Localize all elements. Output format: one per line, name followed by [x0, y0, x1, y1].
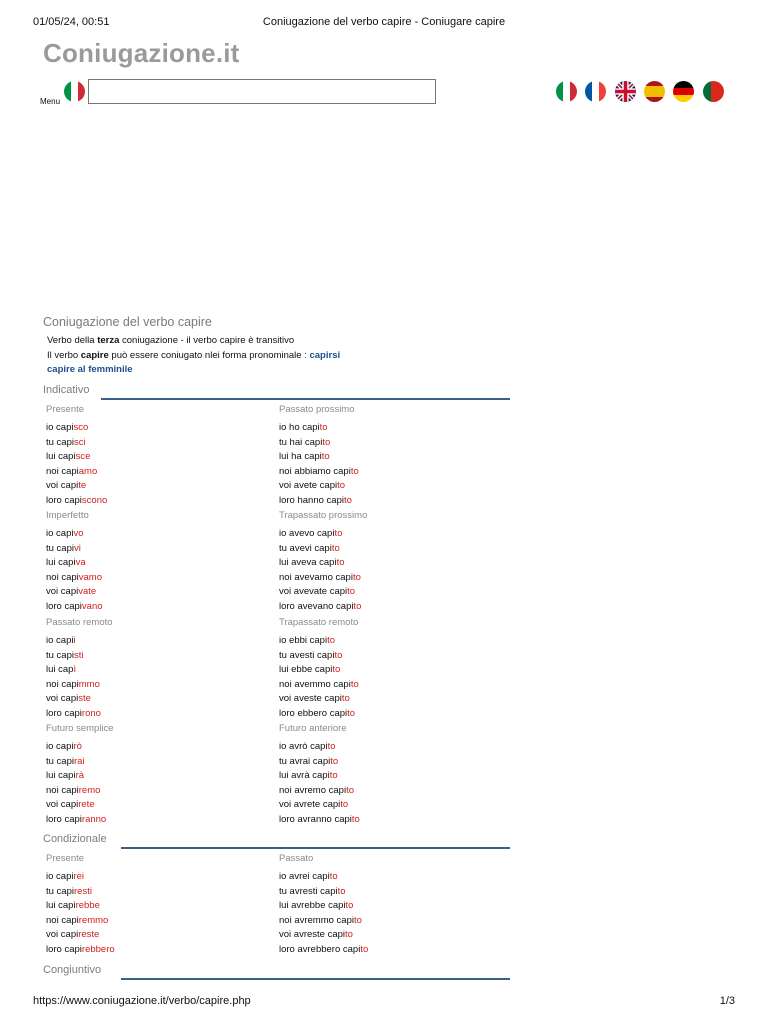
conjugation-ending: rà	[75, 770, 85, 781]
conjugation-row	[46, 692, 266, 707]
conjugation-stem: io capi	[46, 741, 74, 752]
conjugation-stem: tu capi	[46, 755, 74, 767]
conjugation-ending: to	[353, 600, 362, 612]
conjugation-stem: io capi	[46, 528, 74, 539]
conjugation-row	[279, 634, 499, 649]
conjugation-ending: vano	[81, 600, 103, 612]
conjugation-ending: to	[322, 436, 331, 448]
conjugation-ending: to	[334, 649, 343, 661]
tense-name: Imperfetto	[46, 510, 89, 521]
tense-block	[46, 723, 266, 827]
conjugation-ending: to	[350, 465, 359, 477]
conjugation-row	[279, 556, 499, 571]
print-date: 01/05/24, 00:51	[33, 16, 110, 28]
conjugation-ending: resti	[74, 885, 92, 897]
conjugation-ending: to	[346, 784, 354, 796]
intro-line-2: Il verbo capire può essere coniugato nlei forma pronominale : capirsi	[47, 349, 341, 361]
conjugation-stem: io capi	[46, 635, 74, 646]
conjugation-ending: rebbero	[81, 943, 115, 955]
conjugation-row	[279, 943, 499, 958]
conjugation-row	[279, 436, 499, 451]
conjugation-ending: ste	[78, 693, 91, 704]
conjugation-row	[46, 707, 266, 722]
conjugation-row	[279, 755, 499, 770]
conjugation-stem: io capi	[46, 871, 74, 882]
conjugation-stem: tu capi	[46, 436, 74, 448]
tense-block	[46, 404, 266, 508]
conjugation-row	[46, 527, 266, 542]
conjugation-row	[46, 928, 266, 943]
tense-name: Futuro anteriore	[279, 723, 347, 734]
conjugation-row	[279, 649, 499, 664]
italian-flag-icon[interactable]	[556, 81, 577, 102]
french-flag-icon[interactable]	[585, 81, 606, 102]
conjugation-stem: noi capi	[46, 914, 79, 926]
conjugation-row	[279, 663, 499, 678]
page-url: https://www.coniugazione.it/verbo/capire.php	[33, 995, 251, 1007]
conjugation-row	[46, 769, 266, 784]
mood-header-indicativo: Indicativo	[43, 384, 510, 402]
conjugation-row	[279, 769, 499, 784]
conjugation-row	[279, 885, 499, 900]
conjugation-row	[46, 740, 266, 755]
conjugation-stem: tu hai capi	[279, 436, 323, 448]
conjugation-stem: lui aveva capi	[279, 557, 337, 568]
conjugation-row	[279, 450, 499, 465]
conjugation-stem: noi avevamo capi	[279, 571, 353, 583]
tense-block	[46, 853, 266, 957]
conjugation-row	[279, 928, 499, 943]
conjugation-stem: tu avevi capi	[279, 542, 332, 554]
conjugation-row	[279, 914, 499, 929]
menu-button[interactable]: Menu	[40, 97, 61, 106]
conjugation-stem: loro capi	[46, 494, 82, 506]
conjugation-ending: to	[329, 770, 338, 781]
conjugation-stem: voi capi	[46, 693, 79, 704]
conjugation-ending: to	[321, 451, 330, 462]
conjugation-ending: to	[327, 741, 336, 752]
conjugation-row	[46, 899, 266, 914]
conjugation-ending: to	[337, 885, 346, 897]
conjugation-stem: noi avremo capi	[279, 784, 347, 796]
conjugation-ending: to	[352, 571, 361, 583]
conjugation-row	[46, 556, 266, 571]
conjugation-stem: loro ebbero capi	[279, 707, 348, 719]
conjugation-stem: lui capi	[46, 900, 76, 911]
conjugation-ending: to	[327, 635, 335, 646]
conjugation-ending: to	[341, 693, 350, 704]
tense-block	[279, 853, 499, 957]
tense-name: Futuro semplice	[46, 723, 114, 734]
conjugation-row	[279, 707, 499, 722]
conjugation-row	[279, 542, 499, 557]
conjugation-row	[279, 740, 499, 755]
tense-name: Passato	[279, 853, 314, 864]
conjugation-row	[46, 450, 266, 465]
conjugation-ending: remo	[78, 784, 101, 796]
conjugation-stem: noi capi	[46, 784, 79, 796]
site-logo[interactable]: Coniugazione.it	[43, 38, 240, 68]
conjugation-stem: io avevo capi	[279, 528, 335, 539]
mood-header-condizionale: Condizionale	[43, 833, 510, 851]
spanish-flag-icon[interactable]	[644, 81, 665, 102]
conjugation-ending: rete	[78, 799, 95, 810]
conjugation-ending: sce	[75, 451, 91, 462]
feminine-link[interactable]: capire al femminile	[47, 364, 133, 375]
conjugation-row	[279, 421, 499, 436]
conjugation-ending: ì	[73, 664, 77, 675]
conjugation-row	[279, 465, 499, 480]
conjugation-ending: to	[331, 542, 340, 554]
conjugation-stem: noi abbiamo capi	[279, 465, 351, 477]
intro-line-1: Verbo della terza coniugazione - il verbo capire è transitivo	[47, 335, 295, 346]
conjugation-ending: vi	[74, 542, 81, 554]
conjugation-row	[46, 436, 266, 451]
conjugation-row	[46, 943, 266, 958]
conjugation-stem: loro avevano capi	[279, 600, 354, 612]
tense-name: Presente	[46, 404, 85, 415]
conjugation-stem: tu capi	[46, 542, 74, 554]
tense-name: Passato remoto	[46, 617, 113, 628]
conjugation-row	[46, 870, 266, 885]
conjugation-ending: sti	[74, 649, 84, 661]
conjugation-ending: vamo	[78, 571, 102, 583]
tense-name: Trapassato remoto	[279, 617, 359, 628]
conjugation-stem: loro capi	[46, 707, 82, 719]
divider	[101, 398, 510, 400]
conjugation-stem: loro capi	[46, 813, 82, 825]
conjugation-stem: noi avemmo capi	[279, 678, 351, 690]
divider	[121, 847, 510, 849]
tense-block	[46, 510, 266, 614]
tense-name: Presente	[46, 853, 85, 864]
conjugation-row	[46, 663, 266, 678]
tense-name: Passato prossimo	[279, 404, 355, 415]
pronominal-link[interactable]: capirsi	[309, 349, 341, 361]
conjugation-ending: to	[351, 813, 360, 825]
conjugation-ending: to	[332, 664, 341, 675]
conjugation-ending: sco	[73, 422, 89, 433]
conjugation-stem: tu capi	[46, 649, 74, 661]
conjugation-stem: tu avresti capi	[279, 885, 338, 897]
conjugation-stem: io ebbi capi	[279, 635, 328, 646]
divider	[121, 978, 510, 980]
conjugation-stem: noi avremmo capi	[279, 914, 354, 926]
conjugation-stem: lui ha capi	[279, 451, 322, 462]
conjugation-ending: ranno	[81, 813, 107, 825]
search-input[interactable]	[88, 79, 436, 104]
conjugation-stem: loro avranno capi	[279, 813, 352, 825]
conjugation-stem: io avrò capi	[279, 741, 328, 752]
conjugation-stem: lui capi	[46, 451, 76, 462]
tense-name: Trapassato prossimo	[279, 510, 368, 521]
conjugation-ending: i	[73, 635, 76, 646]
conjugation-stem: loro avrebbero capi	[279, 943, 361, 955]
verb-intro	[47, 334, 340, 378]
conjugation-ending: scono	[81, 494, 108, 506]
conjugation-row	[46, 465, 266, 480]
conjugation-row	[279, 600, 499, 615]
conjugation-row	[46, 634, 266, 649]
conjugation-ending: vo	[73, 528, 84, 539]
conjugation-row	[279, 678, 499, 693]
conjugation-ending: to	[336, 557, 345, 568]
conjugation-stem: voi aveste capi	[279, 693, 342, 704]
conjugation-row	[279, 585, 499, 600]
conjugation-stem: voi avreste capi	[279, 929, 346, 940]
conjugation-ending: te	[78, 480, 87, 491]
conjugation-row	[46, 885, 266, 900]
conjugation-ending: mmo	[78, 678, 100, 690]
conjugation-row	[279, 571, 499, 586]
conjugation-row	[46, 678, 266, 693]
conjugation-row	[46, 813, 266, 828]
conjugation-row	[279, 527, 499, 542]
conjugation-ending: to	[343, 494, 352, 506]
conjugation-stem: noi capi	[46, 465, 79, 477]
italian-flag-icon[interactable]	[64, 81, 85, 102]
conjugation-ending: to	[337, 480, 346, 491]
conjugation-stem: io ho capi	[279, 422, 320, 433]
conjugation-ending: to	[347, 586, 356, 597]
conjugation-row	[46, 421, 266, 436]
print-header	[33, 16, 735, 30]
conjugation-row	[279, 813, 499, 828]
conjugation-ending: amo	[78, 465, 98, 477]
conjugation-ending: rò	[73, 741, 82, 752]
conjugation-stem: voi capi	[46, 929, 79, 940]
conjugation-stem: io capi	[46, 422, 74, 433]
conjugation-stem: voi capi	[46, 480, 79, 491]
conjugation-row	[46, 600, 266, 615]
uk-flag-icon[interactable]	[615, 81, 636, 102]
page-title: Coniugazione del verbo capire	[43, 315, 212, 329]
conjugation-row	[46, 542, 266, 557]
conjugation-stem: voi avrete capi	[279, 799, 341, 810]
conjugation-ending: sci	[74, 436, 86, 448]
conjugation-row	[46, 479, 266, 494]
conjugation-ending: reste	[78, 929, 100, 940]
page-number: 1/3	[719, 995, 735, 1007]
document-title: Coniugazione del verbo capire - Coniugare capire	[262, 16, 506, 28]
print-footer	[33, 995, 735, 1009]
conjugation-ending: rono	[81, 707, 101, 719]
conjugation-row	[46, 585, 266, 600]
conjugation-row	[46, 784, 266, 799]
conjugation-row	[46, 494, 266, 509]
conjugation-ending: to	[350, 678, 359, 690]
conjugation-stem: noi capi	[46, 678, 79, 690]
conjugation-stem: lui ebbe capi	[279, 664, 333, 675]
conjugation-ending: rai	[74, 755, 85, 767]
conjugation-row	[279, 784, 499, 799]
conjugation-stem: loro capi	[46, 600, 82, 612]
conjugation-row	[279, 479, 499, 494]
conjugation-row	[46, 798, 266, 813]
conjugation-ending: rei	[73, 871, 85, 882]
german-flag-icon[interactable]	[673, 81, 694, 102]
conjugation-ending: to	[334, 528, 343, 539]
conjugation-stem: voi capi	[46, 586, 79, 597]
conjugation-stem: io avrei capi	[279, 871, 330, 882]
conjugation-ending: to	[345, 900, 354, 911]
conjugation-row	[279, 494, 499, 509]
conjugation-stem: voi capi	[46, 799, 79, 810]
conjugation-stem: voi avevate capi	[279, 586, 348, 597]
language-flags	[556, 81, 726, 102]
conjugation-ending: to	[330, 755, 339, 767]
conjugation-row	[279, 870, 499, 885]
conjugation-row	[46, 914, 266, 929]
conjugation-stem: lui capi	[46, 770, 76, 781]
tense-block	[46, 617, 266, 721]
conjugation-row	[46, 755, 266, 770]
tense-block	[279, 404, 499, 508]
conjugation-stem: lui avrebbe capi	[279, 900, 346, 911]
tense-block	[279, 510, 499, 614]
conjugation-ending: remmo	[78, 914, 109, 926]
conjugation-stem: loro capi	[46, 943, 82, 955]
conjugation-stem: tu avrai capi	[279, 755, 331, 767]
conjugation-ending: to	[345, 929, 353, 940]
conjugation-stem: loro hanno capi	[279, 494, 344, 506]
conjugation-row	[46, 571, 266, 586]
conjugation-ending: to	[340, 799, 349, 810]
conjugation-ending: va	[75, 557, 86, 568]
conjugation-ending: to	[319, 422, 328, 433]
conjugation-row	[279, 899, 499, 914]
conjugation-ending: vate	[78, 586, 97, 597]
tense-block	[279, 723, 499, 827]
conjugation-ending: to	[329, 871, 338, 882]
conjugation-stem: lui capi	[46, 557, 76, 568]
conjugation-ending: to	[347, 707, 356, 719]
conjugation-stem: voi avete capi	[279, 480, 338, 491]
conjugation-row	[279, 692, 499, 707]
conjugation-stem: tu avesti capi	[279, 649, 335, 661]
conjugation-row	[279, 798, 499, 813]
portuguese-flag-icon[interactable]	[703, 81, 724, 102]
conjugation-stem: tu capi	[46, 885, 74, 897]
mood-header-congiuntivo: Congiuntivo	[43, 964, 510, 982]
conjugation-ending: rebbe	[75, 900, 100, 911]
conjugation-ending: to	[353, 914, 362, 926]
conjugation-row	[46, 649, 266, 664]
conjugation-ending: to	[360, 943, 369, 955]
conjugation-stem: lui avrà capi	[279, 770, 330, 781]
conjugation-stem: lui cap	[46, 664, 74, 675]
tense-block	[279, 617, 499, 721]
conjugation-stem: noi capi	[46, 571, 79, 583]
